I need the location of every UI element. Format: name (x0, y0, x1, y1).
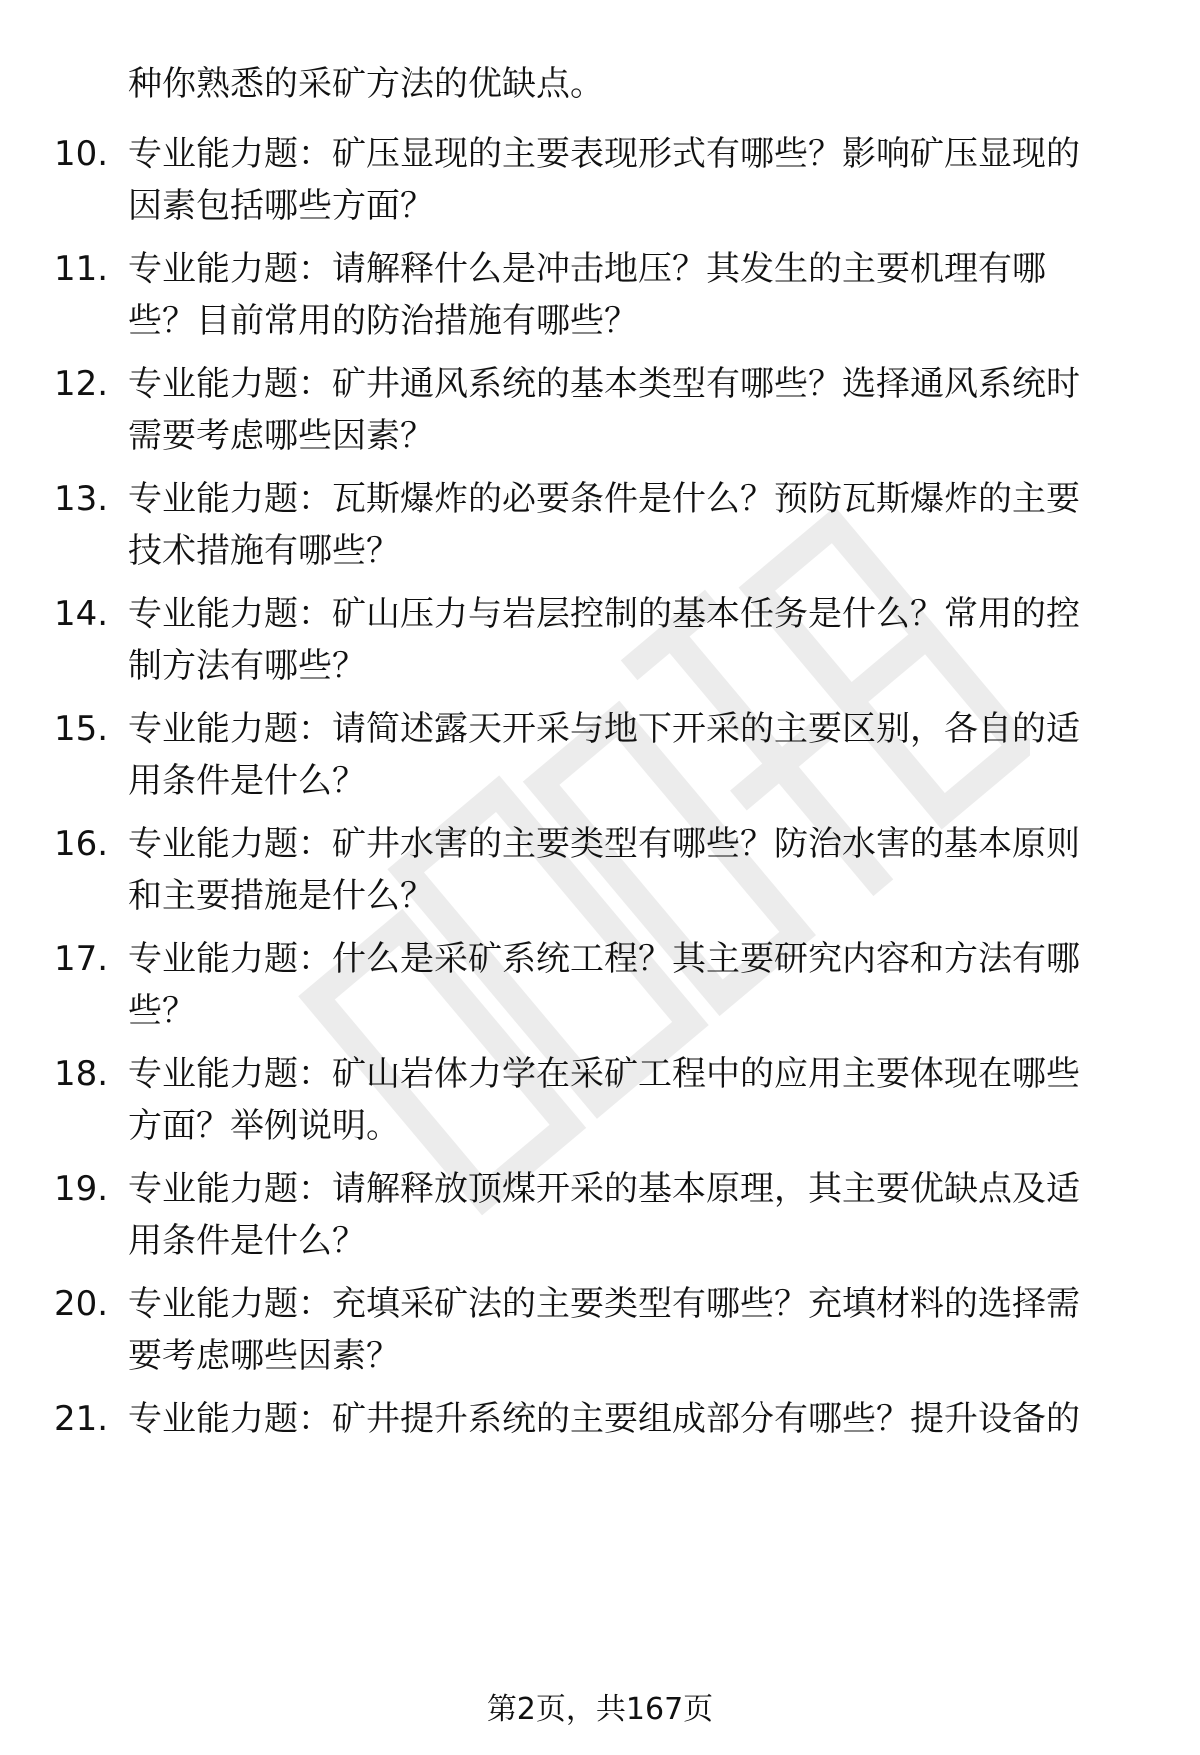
question-number: 15. (54, 709, 109, 749)
question-line: 专业能力题：瓦斯爆炸的必要条件是什么？预防瓦斯爆炸的主要 (128, 479, 1080, 519)
question-line: 和主要措施是什么？ (128, 876, 434, 916)
question-line: 要考虑哪些因素？ (128, 1336, 400, 1376)
question-line: 专业能力题：请解释什么是冲击地压？其发生的主要机理有哪 (128, 249, 1046, 289)
question-line: 方面？举例说明。 (128, 1106, 400, 1146)
question-line: 需要考虑哪些因素？ (128, 416, 434, 456)
question-line: 些？ (128, 991, 196, 1031)
question-text (128, 588, 1140, 692)
question-number: 11. (54, 249, 109, 289)
question-line: 专业能力题：矿山岩体力学在采矿工程中的应用主要体现在哪些 (128, 1054, 1080, 1094)
question-line: 专业能力题：矿压显现的主要表现形式有哪些？影响矿压显现的 (128, 134, 1080, 174)
question-number: 17. (54, 939, 109, 979)
question-text (128, 358, 1140, 462)
question-item (0, 128, 1200, 238)
question-item (0, 933, 1200, 1043)
question-text (128, 1163, 1140, 1267)
question-text (128, 1393, 1140, 1445)
question-text (128, 128, 1140, 232)
question-item (0, 358, 1200, 468)
question-item (0, 1278, 1200, 1388)
question-text (128, 703, 1140, 807)
question-line: 专业能力题：矿井通风系统的基本类型有哪些？选择通风系统时 (128, 364, 1080, 404)
question-text (128, 243, 1140, 347)
question-item (0, 1163, 1200, 1273)
question-item (0, 1393, 1200, 1503)
question-line: 专业能力题：矿井水害的主要类型有哪些？防治水害的基本原则 (128, 824, 1080, 864)
question-line: 专业能力题：什么是采矿系统工程？其主要研究内容和方法有哪 (128, 939, 1080, 979)
question-number: 12. (54, 364, 109, 404)
question-number: 10. (54, 134, 109, 174)
question-line: 专业能力题：充填采矿法的主要类型有哪些？充填材料的选择需 (128, 1284, 1080, 1324)
question-line: 专业能力题：矿井提升系统的主要组成部分有哪些？提升设备的 (128, 1399, 1080, 1439)
question-text (128, 818, 1140, 922)
continuation-text: 种你熟悉的采矿方法的优缺点。 (128, 64, 604, 104)
question-line: 专业能力题：请简述露天开采与地下开采的主要区别，各自的适 (128, 709, 1080, 749)
question-line: 专业能力题：请解释放顶煤开采的基本原理，其主要优缺点及适 (128, 1169, 1080, 1209)
question-number: 21. (54, 1399, 109, 1439)
question-item (0, 1048, 1200, 1158)
question-item (0, 473, 1200, 583)
question-number: 16. (54, 824, 109, 864)
question-line: 些？目前常用的防治措施有哪些？ (128, 301, 638, 341)
question-item (0, 243, 1200, 353)
question-text (128, 933, 1140, 1037)
question-number: 20. (54, 1284, 109, 1324)
question-line: 用条件是什么？ (128, 761, 366, 801)
question-item (0, 818, 1200, 928)
question-text (128, 473, 1140, 577)
question-line: 专业能力题：矿山压力与岩层控制的基本任务是什么？常用的控 (128, 594, 1080, 634)
question-number: 19. (54, 1169, 109, 1209)
question-text (128, 1278, 1140, 1382)
question-line: 因素包括哪些方面？ (128, 186, 434, 226)
question-line: 制方法有哪些？ (128, 646, 366, 686)
question-item (0, 588, 1200, 698)
question-item (0, 703, 1200, 813)
question-number: 18. (54, 1054, 109, 1094)
question-line: 用条件是什么？ (128, 1221, 366, 1261)
question-number: 14. (54, 594, 109, 634)
question-text (128, 1048, 1140, 1152)
question-line: 技术措施有哪些？ (128, 531, 400, 571)
question-number: 13. (54, 479, 109, 519)
page-indicator: 第2页，共167页 (486, 1692, 714, 1727)
